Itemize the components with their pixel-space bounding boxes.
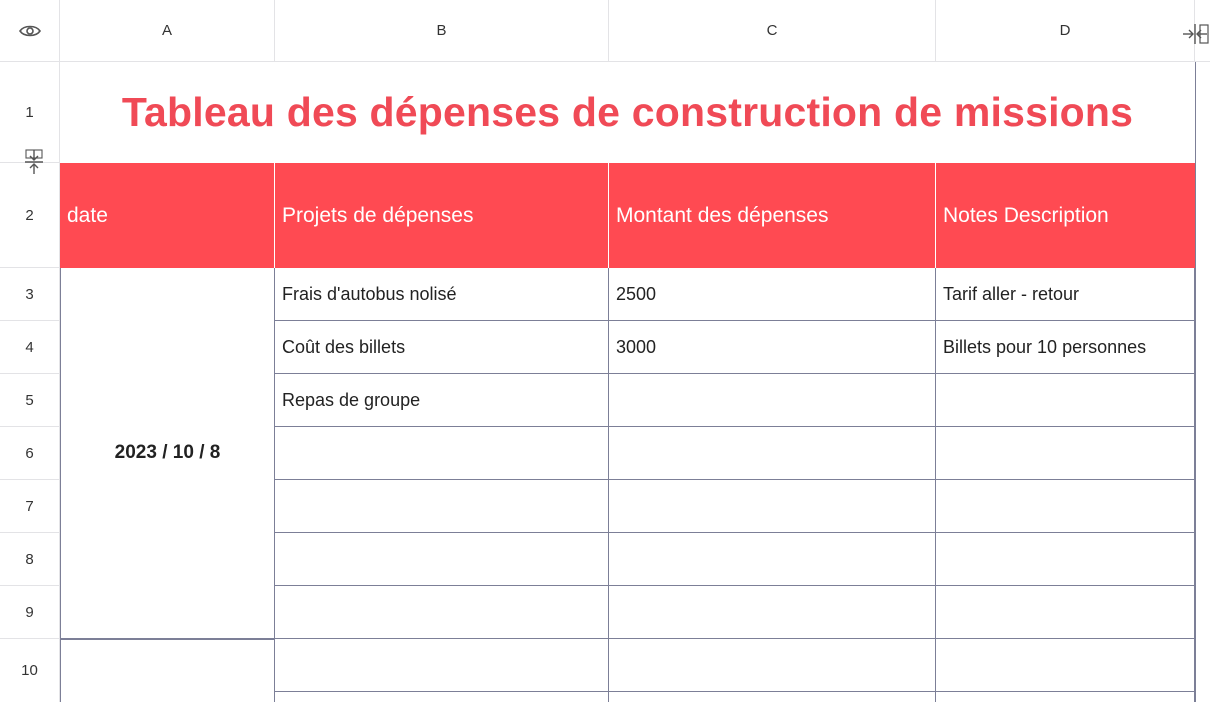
cell-b4[interactable]: Coût des billets: [275, 321, 609, 374]
cell-c9[interactable]: [609, 586, 936, 639]
row-header-9[interactable]: 9: [0, 586, 60, 639]
cell-d5[interactable]: [936, 374, 1195, 427]
column-header-a[interactable]: A: [60, 0, 275, 62]
column-resize-icon[interactable]: [1181, 22, 1209, 46]
cell-c4[interactable]: 3000: [609, 321, 936, 374]
row-header-7[interactable]: 7: [0, 480, 60, 533]
header-projects[interactable]: Projets de dépenses: [275, 163, 609, 268]
header-amount[interactable]: Montant des dépenses: [609, 163, 936, 268]
cell-d8[interactable]: [936, 533, 1195, 586]
column-header-b[interactable]: B: [275, 0, 609, 62]
right-edge-gutter: [1195, 62, 1210, 702]
header-date[interactable]: date: [60, 163, 275, 268]
date-cell-a10[interactable]: [60, 639, 275, 702]
cell-d9[interactable]: [936, 586, 1195, 639]
cell-d6[interactable]: [936, 427, 1195, 480]
row-header-3[interactable]: 3: [0, 268, 60, 321]
cell-b8[interactable]: [275, 533, 609, 586]
row-resize-icon[interactable]: [22, 149, 46, 175]
cell-d4[interactable]: Billets pour 10 personnes: [936, 321, 1195, 374]
cell-b5[interactable]: Repas de groupe: [275, 374, 609, 427]
row-header-1[interactable]: 1: [0, 62, 60, 163]
cell-b3[interactable]: Frais d'autobus nolisé: [275, 268, 609, 321]
cell-c7[interactable]: [609, 480, 936, 533]
cell-b7[interactable]: [275, 480, 609, 533]
cell-c11[interactable]: [609, 692, 936, 702]
select-all-corner[interactable]: [0, 0, 60, 62]
cell-b6[interactable]: [275, 427, 609, 480]
row-header-10[interactable]: 10: [0, 639, 60, 702]
cell-c10[interactable]: [609, 639, 936, 692]
cell-c3[interactable]: 2500: [609, 268, 936, 321]
cell-b10[interactable]: [275, 639, 609, 692]
row-header-4[interactable]: 4: [0, 321, 60, 374]
row-header-6[interactable]: 6: [0, 427, 60, 480]
row-header-5[interactable]: 5: [0, 374, 60, 427]
column-header-d[interactable]: D: [936, 0, 1195, 62]
cell-c8[interactable]: [609, 533, 936, 586]
cell-c5[interactable]: [609, 374, 936, 427]
cell-b11[interactable]: [275, 692, 609, 702]
cell-d10[interactable]: [936, 639, 1195, 692]
cell-c6[interactable]: [609, 427, 936, 480]
cell-d7[interactable]: [936, 480, 1195, 533]
row-header-2[interactable]: 2: [0, 163, 60, 268]
cell-b9[interactable]: [275, 586, 609, 639]
cell-d3[interactable]: Tarif aller - retour: [936, 268, 1195, 321]
cell-d11[interactable]: [936, 692, 1195, 702]
sheet-title[interactable]: Tableau des dépenses de construction de missions: [121, 89, 1134, 135]
date-merged-cell[interactable]: 2023 / 10 / 8: [60, 268, 275, 639]
row-header-8[interactable]: 8: [0, 533, 60, 586]
header-notes[interactable]: Notes Description: [936, 163, 1195, 268]
column-header-c[interactable]: C: [609, 0, 936, 62]
eye-icon[interactable]: [19, 24, 41, 38]
